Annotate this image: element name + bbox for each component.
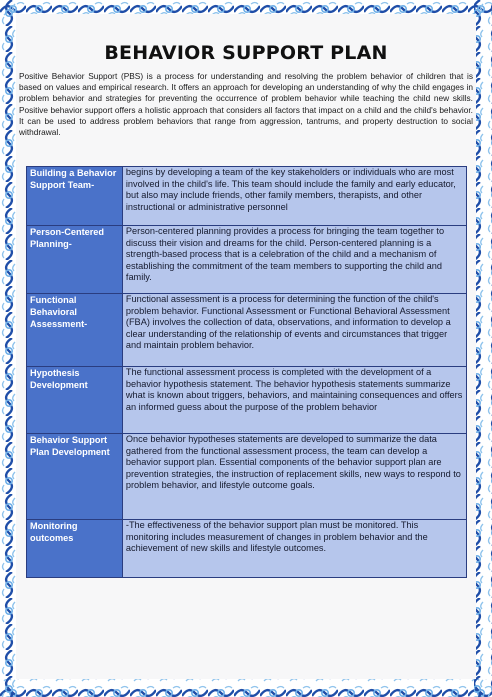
row-text: Person-centered planning provides a process for bringing the team together to discuss their vision and dreams for the child. Person-centered planning is a strength-based process that is a celebration of the child and a mechanism of establishing the commitment of the team members to supporting the child and family. bbox=[122, 226, 466, 294]
row-label: Behavior Support Plan Development bbox=[27, 434, 123, 520]
row-text: begins by developing a team of the key stakeholders or individuals who are most involved in the child's life. This team should include the family and early educator, but also may include friends, other family members, therapists, and other instructional or administrative personnel bbox=[122, 167, 466, 226]
row-label: Person-Centered Planning- bbox=[27, 226, 123, 294]
table-row bbox=[27, 167, 467, 226]
table-row bbox=[27, 367, 467, 434]
table-row bbox=[27, 294, 467, 367]
page-title: BEHAVIOR SUPPORT PLAN bbox=[104, 42, 388, 64]
row-label: Hypothesis Development bbox=[27, 367, 123, 434]
row-text: -The effectiveness of the behavior support plan must be monitored. This monitoring includes measurement of changes in problem behavior and the achievement of new skills and lifestyle outcomes. bbox=[122, 520, 466, 578]
table-row bbox=[27, 434, 467, 520]
row-label: Monitoring outcomes bbox=[27, 520, 123, 578]
plan-table bbox=[26, 166, 467, 578]
intro-paragraph: Positive Behavior Support (PBS) is a process for understanding and resolving the problem behavior of children that is based on values and empirical research. It offers an approach for developing an understanding of why the child engages in problem behavior and strategies for preventing the occurrence of problem behavior while teaching the child new skills. Positive behavior support offers a holistic approach that considers all factors that impact on a child and the child's behavior. It can be used to address problem behaviors that range from aggression, tantrums, and property destruction to social withdrawal. bbox=[19, 71, 473, 138]
row-label: Building a Behavior Support Team- bbox=[27, 167, 123, 226]
row-text: Functional assessment is a process for determining the function of the child's problem behavior. Functional Assessment or Functional Behavioral Assessment (FBA) involves the collection of data, observations, and information to develop a clear understanding of the relationship of events and circumstances that trigger and maintain problem behavior. bbox=[122, 294, 466, 367]
row-label: Functional Behavioral Assessment- bbox=[27, 294, 123, 367]
table-row bbox=[27, 520, 467, 578]
row-text: The functional assessment process is completed with the development of a behavior hypothesis statement. The behavior hypothesis statements summarize what is known about triggers, behaviors, and maintaining consequences and offers an informed guess about the purpose of the problem behavior bbox=[122, 367, 466, 434]
row-text: Once behavior hypotheses statements are developed to summarize the data gathered from the functional assessment process, the team can develop a behavior support plan. Essential components of the behavior support plan are prevention strategies, the instruction of replacement skills, new ways to respond to problem behavior, and lifestyle outcome goals. bbox=[122, 434, 466, 520]
table-row bbox=[27, 226, 467, 294]
